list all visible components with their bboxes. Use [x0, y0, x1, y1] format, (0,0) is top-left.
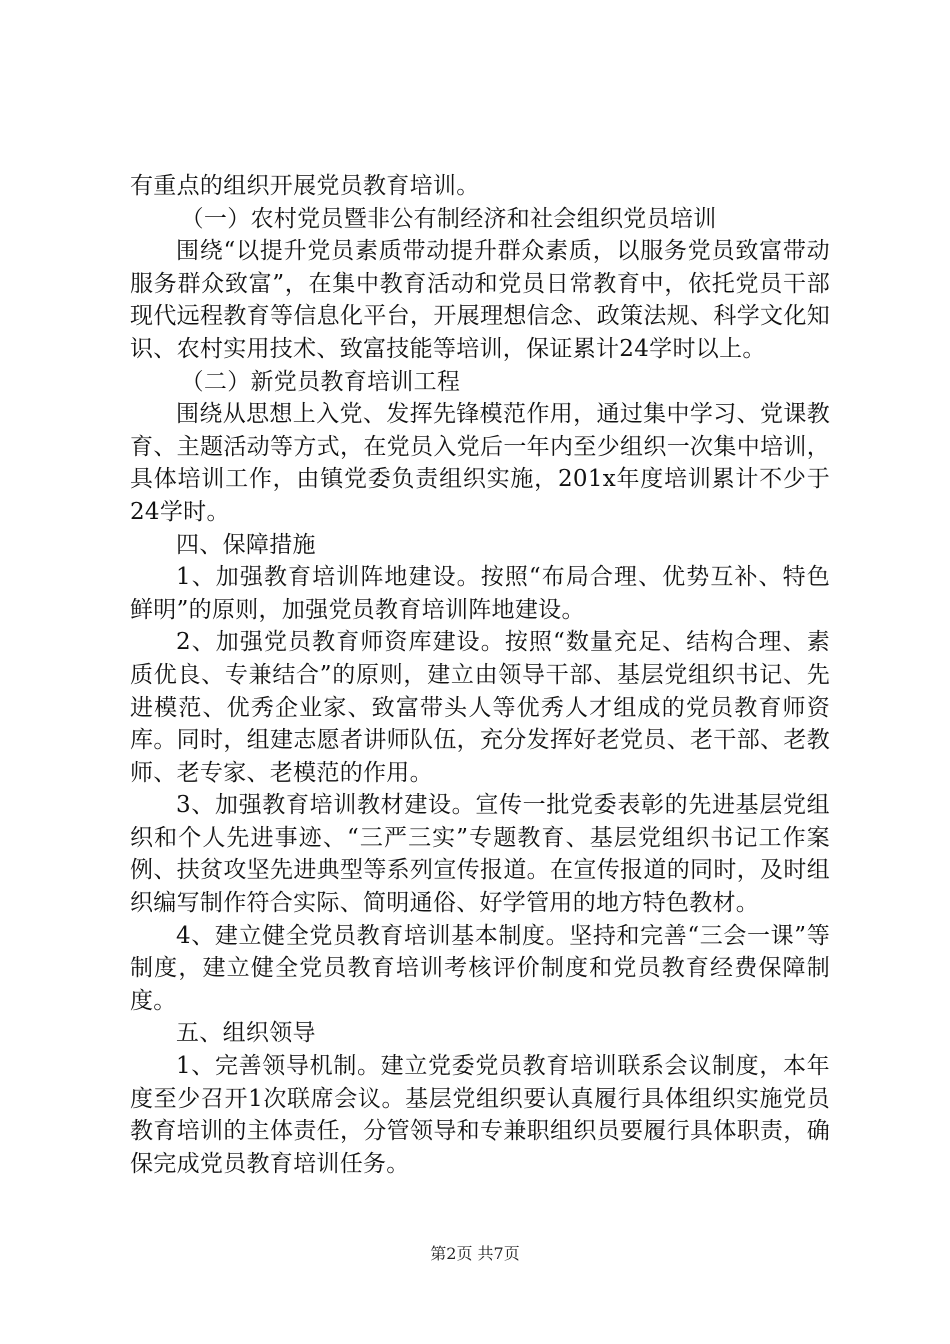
paragraph-safeguard-1: 1、加强教育培训阵地建设。按照“布局合理、优势互补、特色鲜明”的原则，加强党员教育培训阵地建设。 [130, 564, 830, 623]
paragraph-new-member-training: 围绕从思想上入党、发挥先锋模范作用，通过集中学习、党课教育、主题活动等方式，在党员入党后一年内至少组织一次集中培训，具体培训工作，由镇党委负责组织实施，201x年度培训累计不少于24学时。 [130, 401, 830, 525]
heading-rural-party-training: （一）农村党员暨非公有制经济和社会组织党员培训 [180, 205, 717, 232]
paragraph-rural-training: 围绕“以提升党员素质带动提升群众素质，以服务党员致富带动服务群众致富”，在集中教育活动和党员日常教育中，依托党员干部现代远程教育等信息化平台，开展理想信念、政策法规、科学文化知识、农村实用技术、致富技能等培训，保证累计24学时以上。 [130, 238, 830, 362]
heading-safeguards: 四、保障措施 [176, 531, 316, 558]
page-footer [0, 1241, 950, 1264]
paragraph-safeguard-3: 3、加强教育培训教材建设。宣传一批党委表彰的先进基层党组织和个人先进事迹、“三严三实”专题教育、基层党组织书记工作案例、扶贫攻坚先进典型等系列宣传报道。在宣传报道的同时，及时组织编写制作符合实际、简明通俗、好学管用的地方特色教材。 [130, 792, 830, 917]
heading-leadership: 五、组织领导 [176, 1020, 316, 1047]
heading-new-member-training: （二）新党员教育培训工程 [180, 368, 461, 395]
paragraph-safeguard-4: 4、建立健全党员教育培训基本制度。坚持和完善“三会一课”等制度，建立健全党员教育培训考核评价制度和党员教育经费保障制度。 [130, 922, 830, 1014]
paragraph-leadership-1: 1、完善领导机制。建立党委党员教育培训联系会议制度，本年度至少召开1次联席会议。基层党组织要认真履行具体组织实施党员教育培训的主体责任，分管领导和专兼职组织员要履行具体职责，确保完成党员教育培训任务。 [130, 1053, 830, 1177]
paragraph-continuation: 有重点的组织开展党员教育培训。 [130, 173, 480, 199]
page-number: 第2页 共7页 [430, 1244, 520, 1263]
document-body [130, 170, 830, 1180]
paragraph-safeguard-2: 2、加强党员教育师资库建设。按照“数量充足、结构合理、素质优良、专兼结合”的原则，建立由领导干部、基层党组织书记、先进模范、优秀企业家、致富带头人等优秀人才组成的党员教育师资库。同时，组建志愿者讲师队伍，充分发挥好老党员、老干部、老教师、老专家、老模范的作用。 [130, 629, 830, 786]
